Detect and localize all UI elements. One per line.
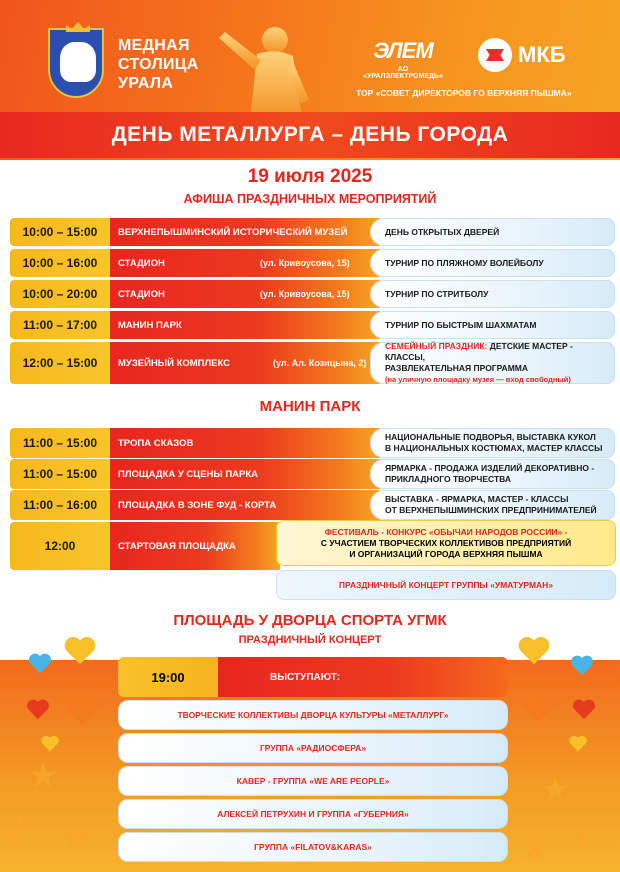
event-desc-text: ТУРНИР ПО ПЛЯЖНОМУ ВОЛЕЙБОЛУ [385,257,544,268]
city-line-3: УРАЛА [118,75,174,92]
park-section-title: МАНИН ПАРК [259,398,361,415]
event-time: 11:00 – 16:00 [10,490,110,520]
heart-icon [65,698,99,729]
event-place-name: ПЛОЩАДКА У СЦЕНЫ ПАРКА [118,468,259,480]
festival-box [276,520,616,566]
event-time: 12:00 [10,522,110,570]
festival-text: И ОРГАНИЗАЦИЙ ГОРОДА ВЕРХНЯЯ ПЫШМА [349,548,543,559]
event-desc-text: ДЕНЬ ОТКРЫТЫХ ДВЕРЕЙ [385,226,500,237]
heart-icon [521,696,555,727]
event-desc-text: ПРИКЛАДНОГО ТВОРЧЕСТВА [385,474,511,484]
star-icon: ★ [28,757,59,795]
event-desc-text: РАЗВЛЕКАТЕЛЬНАЯ ПРОГРАММА [385,363,528,373]
page-title: ДЕНЬ МЕТАЛЛУРГА – ДЕНЬ ГОРОДА [111,123,509,146]
concert-header [118,657,508,697]
tor-council: ТОР «СОВЕТ ДИРЕКТОРОВ ГО ВЕРХНЯЯ ПЫШМА» [356,88,572,98]
event-time: 12:00 – 15:00 [10,342,110,384]
city-line-2: СТОЛИЦА [118,56,199,73]
event-place [110,218,380,246]
city-slogan [118,36,199,93]
event-place [110,342,380,384]
elem-logo [358,38,448,80]
event-row [10,342,615,384]
event-desc [370,218,615,246]
heart-icon [40,736,59,754]
afisha-title: АФИША ПРАЗДНИЧНЫХ МЕРОПРИЯТИЙ [183,192,437,206]
event-address: (ул. Кривоусова, 15) [260,289,350,299]
event-row [10,280,615,308]
park-event-row [10,428,615,458]
elem-company-name: АО «УРАЛЭЛЕКТРОМЕДЬ» [363,66,443,80]
festival-text: С УЧАСТИЕМ ТВОРЧЕСКИХ КОЛЛЕКТИВОВ ПРЕДПРИЯТИЙ [320,537,572,548]
heart-icon [572,700,596,722]
event-place [110,490,380,520]
square-section-title: ПЛОЩАДЬ У ДВОРЦА СПОРТА УГМК [173,612,447,629]
event-desc [370,249,615,277]
event-address: (ул. Ал. Козицына, 2) [273,358,367,368]
festival-title: ФЕСТИВАЛЬ - КОНКУРС «ОБЫЧАИ НАРОДОВ РОССИИ» - [324,526,568,537]
event-place-name: СТАДИОН [118,257,165,269]
event-desc [370,428,615,458]
heart-icon [568,736,587,754]
event-place-name: ТРОПА СКАЗОВ [118,437,194,449]
event-row [10,311,615,339]
event-desc-text: ТУРНИР ПО БЫСТРЫМ ШАХМАТАМ [385,319,537,330]
mkb-logo [478,38,566,72]
event-time: 10:00 – 16:00 [10,249,110,277]
event-place-name: СТАРТОВАЯ ПЛОЩАДКА [118,540,236,552]
star-icon: ★ [60,821,91,859]
star-icon: ★ [570,821,601,859]
event-place-name: СТАДИОН [118,288,165,300]
event-desc [370,459,615,489]
header [0,0,620,160]
heart-icon [26,700,50,722]
star-icon: ★ [540,771,571,809]
event-time: 11:00 – 17:00 [10,311,110,339]
park-event-row [10,490,615,520]
event-desc [370,280,615,308]
star-icon: ★ [520,829,551,867]
event-desc-text: ТУРНИР ПО СТРИТБОЛУ [385,288,489,299]
event-desc [370,311,615,339]
event-desc-highlight: СЕМЕЙНЫЙ ПРАЗДНИК: [385,341,488,351]
performer-item: ТВОРЧЕСКИЕ КОЛЛЕКТИВЫ ДВОРЦА КУЛЬТУРЫ «МЕТАЛЛУРГ» [118,700,508,730]
event-place-name: ВЕРХНЕПЫШМИНСКИЙ ИСТОРИЧЕСКИЙ МУЗЕЙ [118,226,348,238]
event-address: (ул. Кривоусова, 15) [260,258,350,268]
heart-icon [570,656,594,678]
event-desc-text: В НАЦИОНАЛЬНЫХ КОСТЮМАХ, МАСТЕР КЛАССЫ [385,443,603,453]
event-row [10,218,615,246]
park-event-row [10,459,615,489]
square-section-subtitle: ПРАЗДНИЧНЫЙ КОНЦЕРТ [238,634,382,646]
event-place [110,459,380,489]
mkb-logo-icon [478,38,512,72]
heart-icon [28,654,52,676]
event-row [10,249,615,277]
coat-of-arms-icon [48,28,104,98]
event-desc-note: (на уличную площадку музея — вход свободный) [385,375,571,384]
concert-note [276,570,616,600]
performer-item: КАВЕР - ГРУППА «WE ARE PEOPLE» [118,766,508,796]
city-line-1: МЕДНАЯ [118,37,190,54]
event-desc [370,342,615,384]
performer-item: ГРУППА «РАДИОСФЕРА» [118,733,508,763]
event-desc-text: ОТ ВЕРХНЕПЫШМИНСКИХ ПРЕДПРИНИМАТЕЛЕЙ [385,505,597,515]
event-place-name: МУЗЕЙНЫЙ КОМПЛЕКС [118,357,231,369]
event-desc-text: НАЦИОНАЛЬНЫЕ ПОДВОРЬЯ, ВЫСТАВКА КУКОЛ [385,432,596,442]
star-icon: ★ [4,811,35,849]
event-time: 11:00 – 15:00 [10,428,110,458]
heart-icon [63,638,97,669]
concert-label: ВЫСТУПАЮТ: [218,657,508,697]
event-place [110,249,380,277]
event-place-name: ПЛОЩАДКА В ЗОНЕ ФУД - КОРТА [118,499,277,511]
title-band [0,112,620,158]
event-desc-text: ДЕТСКИЕ МАСТЕР - КЛАССЫ, [385,341,573,362]
event-place [110,428,380,458]
event-desc-text: ВЫСТАВКА - ЯРМАРКА, МАСТЕР - КЛАССЫ [385,494,569,504]
event-place [110,522,280,570]
event-place [110,311,380,339]
event-place [110,280,380,308]
event-time: 11:00 – 15:00 [10,459,110,489]
event-date: 19 июля 2025 [247,166,373,187]
event-desc [370,490,615,520]
event-time: 10:00 – 20:00 [10,280,110,308]
heart-icon [517,638,551,669]
concert-time: 19:00 [118,657,218,697]
performer-item: ГРУППА «FILATOV&KARAS» [118,832,508,862]
concert-note-text: ПРАЗДНИЧНЫЙ КОНЦЕРТ ГРУППЫ «УМАТУРМАН» [338,580,554,590]
event-place-name: МАНИН ПАРК [118,319,182,331]
performer-item: АЛЕКСЕЙ ПЕТРУХИН И ГРУППА «ГУБЕРНИЯ» [118,799,508,829]
event-time: 10:00 – 15:00 [10,218,110,246]
elem-logo-mark: ЭЛЕМ [373,38,433,63]
mkb-logo-text: МКБ [518,42,566,67]
event-desc-text: ЯРМАРКА - ПРОДАЖА ИЗДЕЛИЙ ДЕКОРАТИВНО - [385,463,595,473]
